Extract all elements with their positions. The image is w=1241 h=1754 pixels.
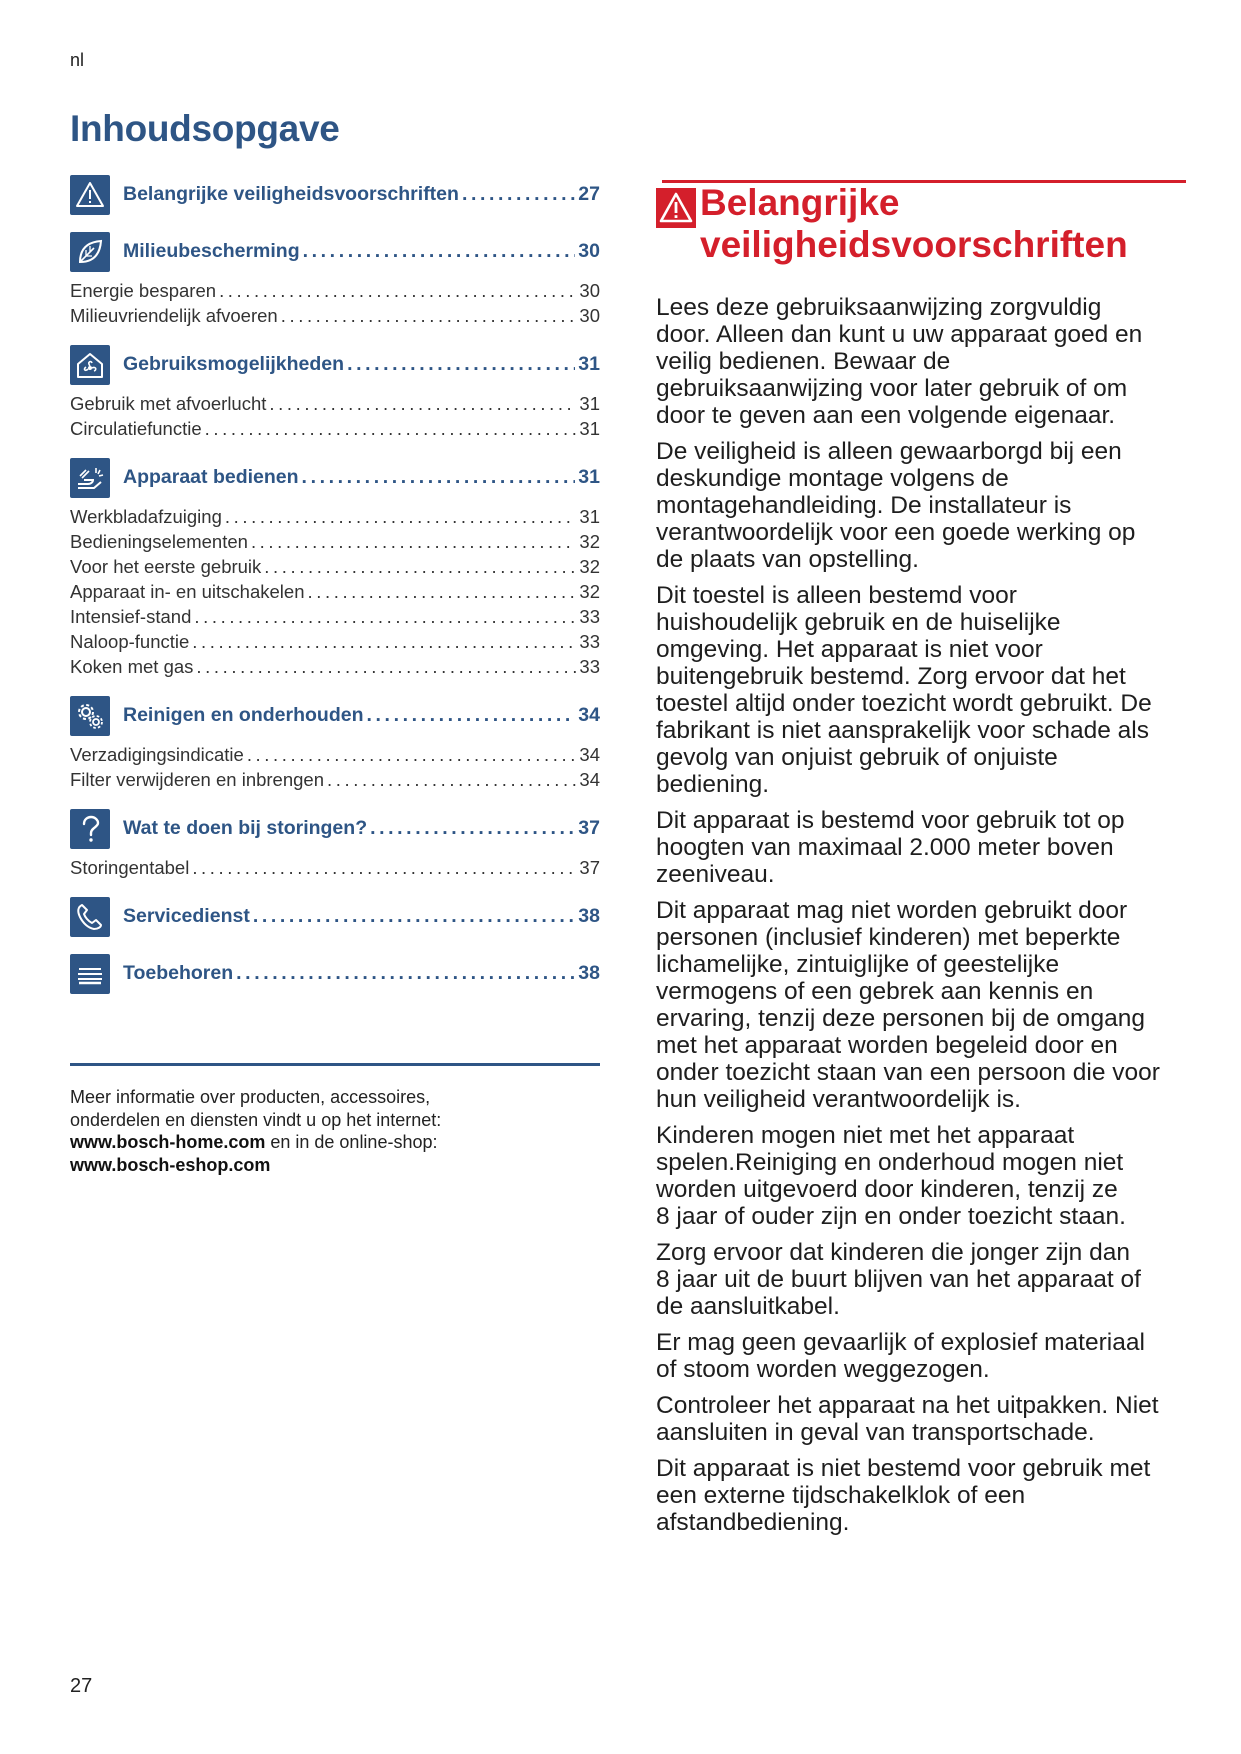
house-fan-icon — [70, 345, 110, 385]
toc-heading-label: Toebehoren — [123, 962, 234, 984]
dot-leader — [192, 855, 576, 880]
toc-entry-page: 32 — [579, 581, 600, 602]
toc-section-heading[interactable] — [70, 174, 600, 215]
paragraph-line: personen (inclusief kinderen) met beperkte — [656, 924, 1121, 951]
toc-entry[interactable] — [70, 529, 600, 554]
toc-entry[interactable] — [70, 278, 600, 303]
safety-heading — [656, 182, 1186, 266]
safety-paragraph — [656, 807, 1186, 888]
paragraph-line: Dit apparaat is bestemd voor gebruik tot op — [656, 807, 1125, 834]
toc-entry-label: Filter verwijderen en inbrengen — [70, 769, 324, 790]
paragraph-line: gebruiksaanwijzing voor later gebruik of om — [656, 375, 1128, 402]
toc-heading-label: Wat te doen bij storingen? — [123, 817, 368, 839]
toc-heading-page: 37 — [578, 817, 600, 839]
toc-entry[interactable] — [70, 504, 600, 529]
safety-paragraph — [656, 438, 1186, 573]
dot-leader — [281, 303, 577, 328]
toc-entry-label: Naloop-functie — [70, 631, 190, 652]
safety-title-line: veiligheidsvoorschriften — [700, 224, 1128, 265]
paragraph-line: de plaats van opstelling. — [656, 546, 919, 573]
paragraph-line: of stoom worden weggezogen. — [656, 1356, 990, 1383]
divider — [70, 1063, 600, 1066]
toc-section — [70, 174, 600, 215]
safety-paragraph — [656, 1122, 1186, 1230]
toc-entry[interactable] — [70, 604, 600, 629]
toc-entry-label: Bedieningselementen — [70, 531, 248, 552]
page-number: 27 — [70, 1675, 93, 1697]
toc-heading-label: Belangrijke veiligheidsvoorschriften — [123, 183, 459, 205]
dot-leader — [225, 504, 577, 529]
toc-entry-page: 34 — [579, 769, 600, 790]
paragraph-line: Dit apparaat is niet bestemd voor gebruik met — [656, 1455, 1151, 1482]
language-code: nl — [70, 50, 85, 70]
toc-section — [70, 808, 600, 880]
toc-section-heading[interactable] — [70, 457, 600, 498]
info-text: en in de online-shop: — [265, 1132, 438, 1152]
toc-heading-line[interactable] — [123, 183, 600, 206]
toc-entry-page: 37 — [579, 857, 600, 878]
toc-title: Inhoudsopgave — [70, 108, 340, 149]
paragraph-line: ervaring, tenzij deze personen bij de omgang — [656, 1005, 1145, 1032]
toc-heading-label: Apparaat bedienen — [123, 466, 299, 488]
toc-heading-label: Milieubescherming — [123, 240, 300, 262]
info-line — [70, 1131, 600, 1154]
safety-title — [700, 182, 1128, 266]
safety-paragraph — [656, 1329, 1186, 1383]
dot-leader — [302, 466, 576, 489]
url-bosch-eshop[interactable]: www.bosch-eshop.com — [70, 1154, 271, 1175]
paragraph-line: worden uitgevoerd door kinderen, tenzij ze — [656, 1176, 1118, 1203]
toc-section — [70, 896, 600, 937]
paragraph-line: een externe tijdschakelklok of een — [656, 1482, 1026, 1509]
stacked-plates-icon — [70, 954, 110, 994]
toc-section — [70, 695, 600, 792]
toc-entry-label: Werkbladafzuiging — [70, 506, 222, 527]
toc-section-heading[interactable] — [70, 808, 600, 849]
safety-paragraph — [656, 294, 1186, 429]
toc-entry-line[interactable] — [70, 278, 600, 303]
toc-section-heading[interactable] — [70, 953, 600, 994]
toc-entry-line[interactable] — [70, 855, 600, 880]
dot-leader — [303, 240, 576, 263]
safety-title-line: Belangrijke — [700, 182, 900, 223]
safety-paragraph — [656, 1239, 1186, 1320]
toc-entry-label: Voor het eerste gebruik — [70, 556, 262, 577]
toc-entry-line[interactable] — [70, 303, 600, 328]
toc-heading-label: Gebruiksmogelijkheden — [123, 353, 345, 375]
paragraph-line: verantwoordelijk voor een goede werking op — [656, 519, 1136, 546]
paragraph-line: Kinderen mogen niet met het apparaat — [656, 1122, 1075, 1149]
dot-leader — [205, 416, 577, 441]
paragraph-line: aansluiten in geval van transportschade. — [656, 1419, 1095, 1446]
dot-leader — [264, 554, 576, 579]
toc-entry-line[interactable] — [70, 654, 600, 679]
toc-entry-page: 33 — [579, 656, 600, 677]
dot-leader — [307, 579, 576, 604]
toc-entry-page: 31 — [579, 506, 600, 527]
toc-entry-page: 33 — [579, 606, 600, 627]
paragraph-line: Lees deze gebruiksaanwijzing zorgvuldig — [656, 294, 1102, 321]
info-line: onderdelen en diensten vindt u op het internet: — [70, 1109, 442, 1130]
paragraph-line: door. Alleen dan kunt u uw apparaat goed en — [656, 321, 1143, 348]
paragraph-line: Controleer het apparaat na het uitpakken. Niet — [656, 1392, 1159, 1419]
paragraph-line: Dit toestel is alleen bestemd voor — [656, 582, 1017, 609]
toc-entry-line[interactable] — [70, 604, 600, 629]
info-line: Meer informatie over producten, accessoires, — [70, 1087, 431, 1107]
dot-leader — [251, 529, 576, 554]
toc-entry-page: 34 — [579, 744, 600, 765]
url-bosch-home[interactable]: www.bosch-home.com — [70, 1132, 266, 1152]
dot-leader — [269, 391, 576, 416]
toc-heading-line[interactable] — [123, 353, 600, 376]
paragraph-line: huishoudelijk gebruik en de huiselijke — [656, 609, 1061, 636]
toc-entry-line[interactable] — [70, 767, 600, 792]
safety-section — [656, 180, 1186, 1545]
paragraph-line: lichamelijke, zintuiglijke of geestelijke — [656, 951, 1060, 978]
toc-entry-page: 31 — [579, 418, 600, 439]
safety-paragraph — [656, 582, 1186, 798]
toc-entry-label: Milieuvriendelijk afvoeren — [70, 305, 278, 326]
toc-section-heading[interactable] — [70, 344, 600, 385]
paragraph-line: omgeving. Het apparaat is niet voor — [656, 636, 1043, 663]
paragraph-line: fabrikant is niet aansprakelijk voor schade als — [656, 717, 1149, 744]
dot-leader — [196, 654, 576, 679]
dot-leader — [370, 817, 575, 840]
paragraph-line: 8 jaar of ouder zijn en onder toezicht staan. — [656, 1203, 1126, 1230]
toc-section-heading[interactable] — [70, 695, 600, 736]
safety-paragraph — [656, 1455, 1186, 1536]
toc-entry-page: 30 — [579, 305, 600, 326]
toc-heading-line[interactable] — [123, 704, 600, 727]
toc-section — [70, 953, 600, 994]
toc-section-heading[interactable] — [70, 231, 600, 272]
paragraph-line: buitengebruik bestemd. Zorg ervoor dat het — [656, 663, 1126, 690]
toc-heading-page: 31 — [578, 353, 600, 375]
dot-leader — [194, 604, 576, 629]
toc-heading-page: 38 — [578, 905, 600, 927]
toc-heading-line[interactable] — [123, 905, 600, 928]
paragraph-line: toestel altijd onder toezicht wordt gebruikt. De — [656, 690, 1152, 717]
table-of-contents — [70, 174, 600, 1010]
dot-leader — [247, 742, 577, 767]
toc-heading-line[interactable] — [123, 240, 600, 263]
toc-entry-label: Energie besparen — [70, 280, 217, 301]
dot-leader — [192, 629, 576, 654]
paragraph-line: montagehandleiding. De installateur is — [656, 492, 1072, 519]
toc-entry-page: 32 — [579, 531, 600, 552]
toc-entry-page: 30 — [579, 280, 600, 301]
paragraph-line: Er mag geen gevaarlijk of explosief materiaal — [656, 1329, 1145, 1356]
toc-entry[interactable] — [70, 654, 600, 679]
toc-entry-page: 33 — [579, 631, 600, 652]
toc-sub-list — [70, 278, 600, 328]
toc-entry[interactable] — [70, 579, 600, 604]
toc-heading-line[interactable] — [123, 466, 600, 489]
toc-section-heading[interactable] — [70, 896, 600, 937]
paragraph-line: 8 jaar uit de buurt blijven van het apparaat of — [656, 1266, 1141, 1293]
gears-icon — [70, 696, 110, 736]
paragraph-line: bediening. — [656, 771, 770, 798]
dot-leader — [347, 353, 575, 376]
paragraph-line: afstandbediening. — [656, 1509, 850, 1536]
dot-leader — [462, 183, 575, 206]
toc-heading-page: 27 — [578, 183, 600, 205]
toc-sub-list — [70, 504, 600, 679]
toc-entry-line[interactable] — [70, 579, 600, 604]
toc-heading-page: 30 — [578, 240, 600, 262]
toc-sub-list — [70, 391, 600, 441]
dot-leader — [219, 278, 576, 303]
toc-entry-page: 31 — [579, 393, 600, 414]
toc-sub-list — [70, 855, 600, 880]
paragraph-line: met het apparaat worden begeleid door en — [656, 1032, 1118, 1059]
toc-section — [70, 457, 600, 679]
dot-leader — [327, 767, 576, 792]
toc-entry-line[interactable] — [70, 742, 600, 767]
toc-entry[interactable] — [70, 855, 600, 880]
info-line — [70, 1154, 600, 1177]
safety-paragraph — [656, 897, 1186, 1113]
toc-entry-page: 32 — [579, 556, 600, 577]
more-info-block — [70, 1086, 600, 1176]
paragraph-line: hun veiligheid verantwoordelijk is. — [656, 1086, 1021, 1113]
paragraph-line: vermogens of een gebrek aan kennis en — [656, 978, 1094, 1005]
toc-entry-label: Apparaat in- en uitschakelen — [70, 581, 305, 602]
toc-entry[interactable] — [70, 767, 600, 792]
leaf-icon — [70, 232, 110, 272]
safety-paragraphs — [656, 294, 1186, 1536]
paragraph-line: onder toezicht staan van een persoon die voor — [656, 1059, 1160, 1086]
toc-entry-line[interactable] — [70, 504, 600, 529]
toc-entry-line[interactable] — [70, 416, 600, 441]
toc-entry[interactable] — [70, 416, 600, 441]
toc-entry-line[interactable] — [70, 554, 600, 579]
toc-entry[interactable] — [70, 629, 600, 654]
toc-entry-label: Koken met gas — [70, 656, 194, 677]
paragraph-line: gevolg van onjuist gebruik of onjuiste — [656, 744, 1058, 771]
paragraph-line: zeeniveau. — [656, 861, 775, 888]
safety-paragraph — [656, 1392, 1186, 1446]
warning-triangle-icon — [656, 188, 696, 228]
dot-leader — [253, 905, 575, 928]
dot-leader — [236, 962, 575, 985]
toc-entry-label: Gebruik met afvoerlucht — [70, 393, 267, 414]
toc-heading-line[interactable] — [123, 962, 600, 985]
toc-entry[interactable] — [70, 554, 600, 579]
question-mark-icon — [70, 809, 110, 849]
toc-entry-label: Circulatiefunctie — [70, 418, 202, 439]
paragraph-line: deskundige montage volgens de — [656, 465, 1009, 492]
toc-heading-label: Reinigen en onderhouden — [123, 704, 364, 726]
toc-heading-line[interactable] — [123, 817, 600, 840]
warning-triangle-icon — [70, 175, 110, 215]
toc-entry-line[interactable] — [70, 529, 600, 554]
paragraph-line: hoogten van maximaal 2.000 meter boven — [656, 834, 1114, 861]
paragraph-line: De veiligheid is alleen gewaarborgd bij een — [656, 438, 1122, 465]
toc-heading-page: 38 — [578, 962, 600, 984]
toc-entry-line[interactable] — [70, 629, 600, 654]
paragraph-line: Zorg ervoor dat kinderen die jonger zijn dan — [656, 1239, 1130, 1266]
toc-entry[interactable] — [70, 303, 600, 328]
toc-heading-label: Servicedienst — [123, 905, 250, 927]
toc-entry-line[interactable] — [70, 391, 600, 416]
toc-entry-label: Storingentabel — [70, 857, 190, 878]
toc-sub-list — [70, 742, 600, 792]
toc-heading-page: 31 — [578, 466, 600, 488]
toc-entry[interactable] — [70, 742, 600, 767]
paragraph-line: spelen.Reiniging en onderhoud mogen niet — [656, 1149, 1124, 1176]
toc-section — [70, 231, 600, 328]
paragraph-line: Dit apparaat mag niet worden gebruikt door — [656, 897, 1128, 924]
toc-entry-label: Intensief-stand — [70, 606, 192, 627]
paragraph-line: door te geven aan een volgende eigenaar. — [656, 402, 1116, 429]
paragraph-line: de aansluitkabel. — [656, 1293, 840, 1320]
paragraph-line: veilig bedienen. Bewaar de — [656, 348, 951, 375]
toc-heading-page: 34 — [578, 704, 600, 726]
toc-entry[interactable] — [70, 391, 600, 416]
phone-handset-icon — [70, 897, 110, 937]
toc-section — [70, 344, 600, 441]
hand-press-icon — [70, 458, 110, 498]
toc-entry-label: Verzadigingsindicatie — [70, 744, 244, 765]
dot-leader — [367, 704, 576, 727]
